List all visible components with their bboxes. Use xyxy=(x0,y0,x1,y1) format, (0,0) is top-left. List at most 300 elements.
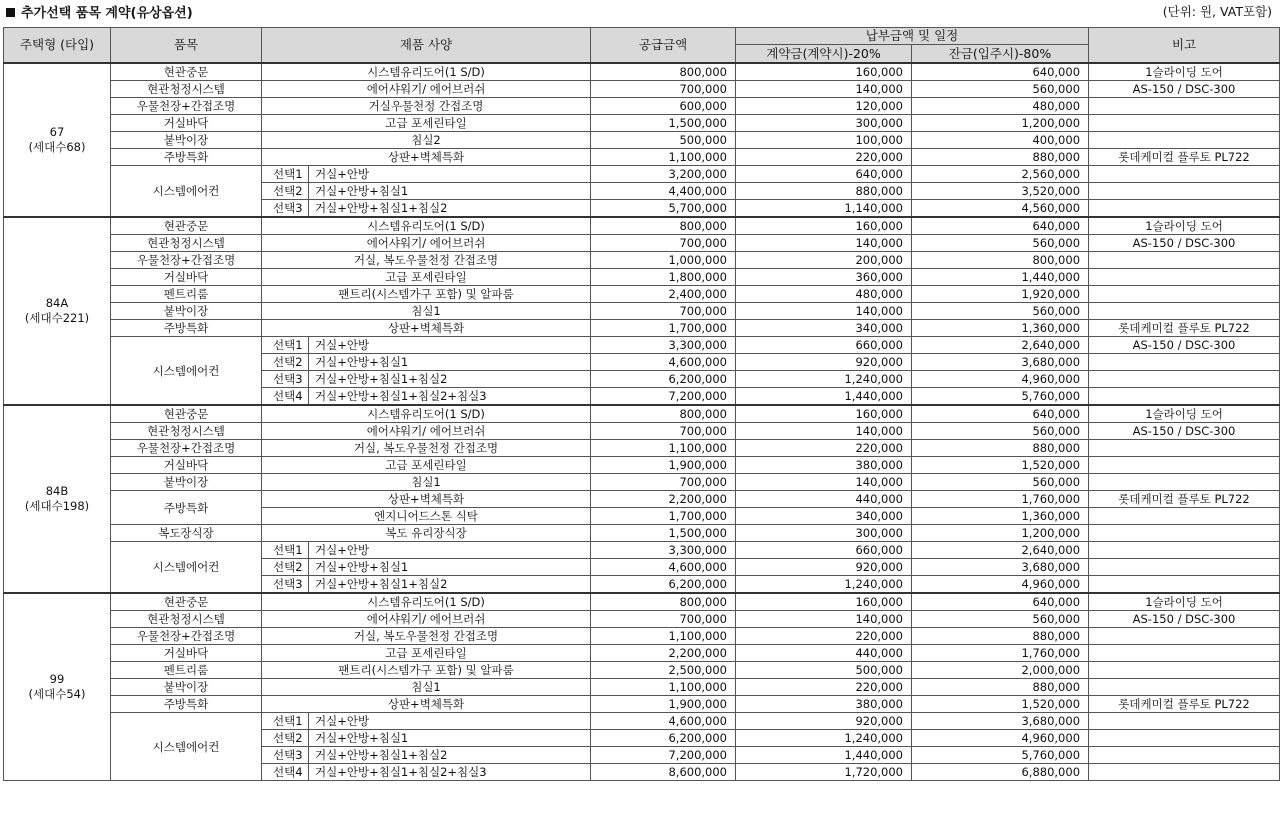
note-cell: 롯데케미컬 플루토 PL722 xyxy=(1089,696,1280,713)
contract-cell: 1,240,000 xyxy=(736,576,912,594)
balance-cell: 1,200,000 xyxy=(912,115,1089,132)
note-cell: AS-150 / DSC-300 xyxy=(1089,337,1280,354)
supply-cell: 4,400,000 xyxy=(591,183,736,200)
item-cell: 우물천장+간접조명 xyxy=(111,98,262,115)
contract-cell: 440,000 xyxy=(736,491,912,508)
item-cell: 현관중문 xyxy=(111,63,262,81)
spec-cell: 복도 유리장식장 xyxy=(262,525,591,542)
balance-cell: 800,000 xyxy=(912,252,1089,269)
table-row xyxy=(4,679,1280,696)
spec-cell: 거실+안방+침실1 xyxy=(309,354,591,371)
note-cell xyxy=(1089,679,1280,696)
balance-cell: 2,000,000 xyxy=(912,662,1089,679)
note-cell: 1슬라이딩 도어 xyxy=(1089,593,1280,611)
contract-cell: 100,000 xyxy=(736,132,912,149)
spec-cell: 거실, 복도우물천정 간접조명 xyxy=(262,252,591,269)
spec-cell: 거실+안방+침실1+침실2+침실3 xyxy=(309,764,591,781)
item-cell: 붙박이장 xyxy=(111,679,262,696)
note-cell xyxy=(1089,559,1280,576)
item-cell: 주방특화 xyxy=(111,149,262,166)
balance-cell: 5,760,000 xyxy=(912,747,1089,764)
spec-cell: 거실+안방+침실1+침실2+침실3 xyxy=(309,388,591,406)
note-cell xyxy=(1089,576,1280,594)
note-cell: 롯데케미컬 플루토 PL722 xyxy=(1089,491,1280,508)
item-cell: 우물천장+간접조명 xyxy=(111,440,262,457)
supply-cell: 1,700,000 xyxy=(591,508,736,525)
balance-cell: 1,360,000 xyxy=(912,320,1089,337)
contract-cell: 380,000 xyxy=(736,457,912,474)
supply-cell: 2,500,000 xyxy=(591,662,736,679)
table-row xyxy=(4,149,1280,166)
table-row xyxy=(4,217,1280,235)
item-cell: 펜트리룸 xyxy=(111,286,262,303)
note-cell xyxy=(1089,183,1280,200)
contract-cell: 640,000 xyxy=(736,166,912,183)
supply-cell: 1,700,000 xyxy=(591,320,736,337)
balance-cell: 2,560,000 xyxy=(912,166,1089,183)
note-cell xyxy=(1089,132,1280,149)
type-cell xyxy=(4,217,111,405)
table-row xyxy=(4,696,1280,713)
note-cell xyxy=(1089,200,1280,218)
table-row xyxy=(4,337,1280,354)
spec-cell: 거실+안방 xyxy=(309,713,591,730)
type-group-84b xyxy=(4,405,1280,593)
item-cell: 거실바닥 xyxy=(111,457,262,474)
supply-cell: 700,000 xyxy=(591,235,736,252)
header-payment: 납부금액 및 일정 xyxy=(736,28,1089,45)
spec-cell: 침실1 xyxy=(262,679,591,696)
item-cell: 시스템에어컨 xyxy=(111,166,262,218)
supply-cell: 6,200,000 xyxy=(591,576,736,594)
contract-cell: 660,000 xyxy=(736,542,912,559)
supply-cell: 1,900,000 xyxy=(591,457,736,474)
contract-cell: 360,000 xyxy=(736,269,912,286)
item-cell: 주방특화 xyxy=(111,696,262,713)
contract-cell: 500,000 xyxy=(736,662,912,679)
item-cell: 거실바닥 xyxy=(111,645,262,662)
table-row xyxy=(4,252,1280,269)
note-cell: 롯데케미컬 플루토 PL722 xyxy=(1089,320,1280,337)
table-row xyxy=(4,303,1280,320)
contract-cell: 140,000 xyxy=(736,474,912,491)
supply-cell: 3,300,000 xyxy=(591,337,736,354)
unit-note: (단위: 원, VAT포함) xyxy=(1162,4,1272,19)
spec-cell: 상판+벽체특화 xyxy=(262,320,591,337)
spec-cell: 거실+안방+침실1+침실2 xyxy=(309,576,591,594)
note-cell xyxy=(1089,645,1280,662)
contract-cell: 880,000 xyxy=(736,183,912,200)
option-price-table xyxy=(3,27,1280,781)
supply-cell: 4,600,000 xyxy=(591,713,736,730)
supply-cell: 700,000 xyxy=(591,611,736,628)
supply-cell: 1,900,000 xyxy=(591,696,736,713)
note-cell xyxy=(1089,730,1280,747)
supply-cell: 2,200,000 xyxy=(591,645,736,662)
option-label: 선택2 xyxy=(262,354,309,371)
supply-cell: 1,100,000 xyxy=(591,628,736,645)
table-row xyxy=(4,405,1280,423)
option-label: 선택3 xyxy=(262,371,309,388)
contract-cell: 160,000 xyxy=(736,217,912,235)
spec-cell: 거실, 복도우물천정 간접조명 xyxy=(262,628,591,645)
spec-cell: 거실, 복도우물천정 간접조명 xyxy=(262,440,591,457)
note-cell xyxy=(1089,542,1280,559)
item-cell: 우물천장+간접조명 xyxy=(111,252,262,269)
contract-cell: 1,440,000 xyxy=(736,747,912,764)
spec-cell: 고급 포세린타일 xyxy=(262,645,591,662)
table-row xyxy=(4,269,1280,286)
balance-cell: 640,000 xyxy=(912,405,1089,423)
contract-cell: 920,000 xyxy=(736,354,912,371)
balance-cell: 480,000 xyxy=(912,98,1089,115)
balance-cell: 560,000 xyxy=(912,303,1089,320)
contract-cell: 380,000 xyxy=(736,696,912,713)
table-row xyxy=(4,593,1280,611)
contract-cell: 160,000 xyxy=(736,63,912,81)
balance-cell: 640,000 xyxy=(912,217,1089,235)
supply-cell: 3,300,000 xyxy=(591,542,736,559)
supply-cell: 1,000,000 xyxy=(591,252,736,269)
type-group-84a xyxy=(4,217,1280,405)
supply-cell: 8,600,000 xyxy=(591,764,736,781)
item-cell: 펜트리룸 xyxy=(111,662,262,679)
item-cell: 붙박이장 xyxy=(111,132,262,149)
table-row xyxy=(4,81,1280,98)
item-cell: 시스템에어컨 xyxy=(111,713,262,781)
balance-cell: 5,760,000 xyxy=(912,388,1089,406)
item-cell: 현관중문 xyxy=(111,593,262,611)
supply-cell: 1,800,000 xyxy=(591,269,736,286)
table-row xyxy=(4,115,1280,132)
note-cell xyxy=(1089,371,1280,388)
balance-cell: 2,640,000 xyxy=(912,337,1089,354)
supply-cell: 5,700,000 xyxy=(591,200,736,218)
item-cell: 복도장식장 xyxy=(111,525,262,542)
header-note: 비고 xyxy=(1089,28,1280,64)
supply-cell: 4,600,000 xyxy=(591,354,736,371)
table-row xyxy=(4,98,1280,115)
spec-cell: 거실+안방 xyxy=(309,337,591,354)
spec-cell: 고급 포세린타일 xyxy=(262,115,591,132)
contract-cell: 160,000 xyxy=(736,405,912,423)
table-row xyxy=(4,474,1280,491)
spec-cell: 침실2 xyxy=(262,132,591,149)
spec-cell: 팬트리(시스템가구 포함) 및 알파룸 xyxy=(262,286,591,303)
table-row xyxy=(4,63,1280,81)
balance-cell: 4,960,000 xyxy=(912,730,1089,747)
supply-cell: 1,100,000 xyxy=(591,440,736,457)
contract-cell: 440,000 xyxy=(736,645,912,662)
table-row xyxy=(4,713,1280,730)
contract-cell: 140,000 xyxy=(736,303,912,320)
supply-cell: 1,500,000 xyxy=(591,115,736,132)
spec-cell: 고급 포세린타일 xyxy=(262,457,591,474)
note-cell xyxy=(1089,747,1280,764)
contract-cell: 300,000 xyxy=(736,115,912,132)
balance-cell: 880,000 xyxy=(912,628,1089,645)
balance-cell: 640,000 xyxy=(912,63,1089,81)
balance-cell: 880,000 xyxy=(912,679,1089,696)
balance-cell: 400,000 xyxy=(912,132,1089,149)
note-cell: AS-150 / DSC-300 xyxy=(1089,81,1280,98)
note-cell xyxy=(1089,440,1280,457)
item-cell: 현관중문 xyxy=(111,217,262,235)
contract-cell: 140,000 xyxy=(736,81,912,98)
contract-cell: 140,000 xyxy=(736,235,912,252)
balance-cell: 1,440,000 xyxy=(912,269,1089,286)
table-row xyxy=(4,423,1280,440)
spec-cell: 에어샤워기/ 에어브러쉬 xyxy=(262,81,591,98)
note-cell: AS-150 / DSC-300 xyxy=(1089,423,1280,440)
note-cell xyxy=(1089,252,1280,269)
contract-cell: 200,000 xyxy=(736,252,912,269)
spec-cell: 침실1 xyxy=(262,303,591,320)
contract-cell: 120,000 xyxy=(736,98,912,115)
table-header xyxy=(4,28,1280,64)
table-row xyxy=(4,611,1280,628)
note-cell xyxy=(1089,286,1280,303)
household-count: (세대수54) xyxy=(28,687,86,701)
supply-cell: 700,000 xyxy=(591,423,736,440)
item-cell: 시스템에어컨 xyxy=(111,337,262,406)
note-cell xyxy=(1089,98,1280,115)
supply-cell: 800,000 xyxy=(591,405,736,423)
square-bullet-icon xyxy=(6,8,15,17)
note-cell xyxy=(1089,628,1280,645)
supply-cell: 2,200,000 xyxy=(591,491,736,508)
item-cell: 현관청정시스템 xyxy=(111,235,262,252)
note-cell: AS-150 / DSC-300 xyxy=(1089,611,1280,628)
table-row xyxy=(4,628,1280,645)
contract-cell: 340,000 xyxy=(736,320,912,337)
type-name: 99 xyxy=(49,672,65,686)
contract-cell: 480,000 xyxy=(736,286,912,303)
option-label: 선택3 xyxy=(262,747,309,764)
table-row xyxy=(4,662,1280,679)
balance-cell: 560,000 xyxy=(912,474,1089,491)
spec-cell: 시스템유리도어(1 S/D) xyxy=(262,63,591,81)
balance-cell: 3,680,000 xyxy=(912,713,1089,730)
spec-cell: 에어샤워기/ 에어브러쉬 xyxy=(262,611,591,628)
contract-cell: 220,000 xyxy=(736,440,912,457)
header-spec: 제품 사양 xyxy=(262,28,591,64)
item-cell: 주방특화 xyxy=(111,320,262,337)
note-cell xyxy=(1089,269,1280,286)
note-cell xyxy=(1089,713,1280,730)
contract-cell: 1,240,000 xyxy=(736,730,912,747)
spec-cell: 고급 포세린타일 xyxy=(262,269,591,286)
balance-cell: 4,960,000 xyxy=(912,371,1089,388)
balance-cell: 1,760,000 xyxy=(912,645,1089,662)
item-cell: 우물천장+간접조명 xyxy=(111,628,262,645)
option-label: 선택3 xyxy=(262,200,309,218)
note-cell xyxy=(1089,662,1280,679)
type-name: 84B xyxy=(45,484,69,498)
contract-cell: 1,720,000 xyxy=(736,764,912,781)
supply-cell: 1,100,000 xyxy=(591,679,736,696)
supply-cell: 1,100,000 xyxy=(591,149,736,166)
balance-cell: 560,000 xyxy=(912,423,1089,440)
note-cell xyxy=(1089,115,1280,132)
balance-cell: 1,200,000 xyxy=(912,525,1089,542)
note-cell: 1슬라이딩 도어 xyxy=(1089,217,1280,235)
spec-cell: 거실+안방+침실1+침실2 xyxy=(309,371,591,388)
option-label: 선택3 xyxy=(262,576,309,594)
option-label: 선택1 xyxy=(262,166,309,183)
spec-cell: 거실+안방 xyxy=(309,166,591,183)
balance-cell: 1,760,000 xyxy=(912,491,1089,508)
option-label: 선택4 xyxy=(262,388,309,406)
header-item: 품목 xyxy=(111,28,262,64)
item-cell: 현관청정시스템 xyxy=(111,423,262,440)
note-cell xyxy=(1089,166,1280,183)
supply-cell: 800,000 xyxy=(591,593,736,611)
note-cell: AS-150 / DSC-300 xyxy=(1089,235,1280,252)
document-title xyxy=(6,2,193,21)
note-cell xyxy=(1089,764,1280,781)
spec-cell: 거실+안방+침실1+침실2 xyxy=(309,747,591,764)
item-cell: 시스템에어컨 xyxy=(111,542,262,594)
spec-cell: 거실우물천정 간접조명 xyxy=(262,98,591,115)
note-cell xyxy=(1089,354,1280,371)
balance-cell: 560,000 xyxy=(912,235,1089,252)
balance-cell: 880,000 xyxy=(912,440,1089,457)
spec-cell: 엔지니어드스톤 식탁 xyxy=(262,508,591,525)
item-cell: 붙박이장 xyxy=(111,474,262,491)
balance-cell: 4,960,000 xyxy=(912,576,1089,594)
type-cell xyxy=(4,405,111,593)
supply-cell: 700,000 xyxy=(591,303,736,320)
item-cell: 붙박이장 xyxy=(111,303,262,320)
household-count: (세대수198) xyxy=(24,499,90,513)
table-row xyxy=(4,542,1280,559)
spec-cell: 시스템유리도어(1 S/D) xyxy=(262,217,591,235)
balance-cell: 4,560,000 xyxy=(912,200,1089,218)
item-cell: 거실바닥 xyxy=(111,269,262,286)
option-label: 선택4 xyxy=(262,764,309,781)
spec-cell: 거실+안방 xyxy=(309,542,591,559)
header-supply: 공급금액 xyxy=(591,28,736,64)
supply-cell: 6,200,000 xyxy=(591,371,736,388)
balance-cell: 560,000 xyxy=(912,611,1089,628)
note-cell: 롯데케미컬 플루토 PL722 xyxy=(1089,149,1280,166)
balance-cell: 640,000 xyxy=(912,593,1089,611)
contract-cell: 220,000 xyxy=(736,679,912,696)
contract-cell: 1,140,000 xyxy=(736,200,912,218)
supply-cell: 4,600,000 xyxy=(591,559,736,576)
spec-cell: 시스템유리도어(1 S/D) xyxy=(262,593,591,611)
spec-cell: 팬트리(시스템가구 포함) 및 알파룸 xyxy=(262,662,591,679)
contract-cell: 660,000 xyxy=(736,337,912,354)
spec-cell: 시스템유리도어(1 S/D) xyxy=(262,405,591,423)
type-name: 67 xyxy=(49,125,65,139)
supply-cell: 1,500,000 xyxy=(591,525,736,542)
supply-cell: 600,000 xyxy=(591,98,736,115)
contract-cell: 220,000 xyxy=(736,628,912,645)
item-cell: 주방특화 xyxy=(111,491,262,525)
type-group-67 xyxy=(4,63,1280,217)
spec-cell: 거실+안방+침실1 xyxy=(309,183,591,200)
balance-cell: 3,680,000 xyxy=(912,559,1089,576)
header-contract: 계약금(계약시)-20% xyxy=(736,45,912,64)
spec-cell: 거실+안방+침실1+침실2 xyxy=(309,200,591,218)
spec-cell: 상판+벽체특화 xyxy=(262,491,591,508)
table-row xyxy=(4,491,1280,508)
table-row xyxy=(4,235,1280,252)
option-label: 선택2 xyxy=(262,730,309,747)
item-cell: 현관중문 xyxy=(111,405,262,423)
option-label: 선택1 xyxy=(262,713,309,730)
contract-cell: 1,440,000 xyxy=(736,388,912,406)
balance-cell: 6,880,000 xyxy=(912,764,1089,781)
household-count: (세대수221) xyxy=(24,311,90,325)
supply-cell: 2,400,000 xyxy=(591,286,736,303)
spec-cell: 에어샤워기/ 에어브러쉬 xyxy=(262,235,591,252)
supply-cell: 6,200,000 xyxy=(591,730,736,747)
table-row xyxy=(4,457,1280,474)
type-cell xyxy=(4,63,111,217)
type-group-99 xyxy=(4,593,1280,781)
spec-cell: 거실+안방+침실1 xyxy=(309,559,591,576)
table-row xyxy=(4,132,1280,149)
option-label: 선택2 xyxy=(262,183,309,200)
option-label: 선택1 xyxy=(262,542,309,559)
contract-cell: 920,000 xyxy=(736,713,912,730)
table-row xyxy=(4,320,1280,337)
type-cell xyxy=(4,593,111,781)
supply-cell: 500,000 xyxy=(591,132,736,149)
balance-cell: 3,680,000 xyxy=(912,354,1089,371)
balance-cell: 3,520,000 xyxy=(912,183,1089,200)
supply-cell: 7,200,000 xyxy=(591,747,736,764)
table-row xyxy=(4,645,1280,662)
option-label: 선택1 xyxy=(262,337,309,354)
contract-cell: 340,000 xyxy=(736,508,912,525)
balance-cell: 1,360,000 xyxy=(912,508,1089,525)
balance-cell: 560,000 xyxy=(912,81,1089,98)
option-label: 선택2 xyxy=(262,559,309,576)
note-cell xyxy=(1089,388,1280,406)
contract-cell: 300,000 xyxy=(736,525,912,542)
supply-cell: 7,200,000 xyxy=(591,388,736,406)
balance-cell: 1,920,000 xyxy=(912,286,1089,303)
note-cell xyxy=(1089,474,1280,491)
contract-cell: 1,240,000 xyxy=(736,371,912,388)
supply-cell: 800,000 xyxy=(591,217,736,235)
table-row xyxy=(4,166,1280,183)
balance-cell: 1,520,000 xyxy=(912,696,1089,713)
balance-cell: 2,640,000 xyxy=(912,542,1089,559)
supply-cell: 800,000 xyxy=(591,63,736,81)
page-header xyxy=(0,0,1282,24)
spec-cell: 에어샤워기/ 에어브러쉬 xyxy=(262,423,591,440)
contract-cell: 140,000 xyxy=(736,423,912,440)
spec-cell: 상판+벽체특화 xyxy=(262,696,591,713)
header-type: 주택형 (타입) xyxy=(4,28,111,64)
item-cell: 현관청정시스템 xyxy=(111,81,262,98)
spec-cell: 침실1 xyxy=(262,474,591,491)
type-name: 84A xyxy=(45,296,69,310)
household-count: (세대수68) xyxy=(28,140,86,154)
balance-cell: 1,520,000 xyxy=(912,457,1089,474)
spec-cell: 상판+벽체특화 xyxy=(262,149,591,166)
note-cell xyxy=(1089,303,1280,320)
item-cell: 현관청정시스템 xyxy=(111,611,262,628)
table-row xyxy=(4,525,1280,542)
note-cell: 1슬라이딩 도어 xyxy=(1089,405,1280,423)
supply-cell: 700,000 xyxy=(591,474,736,491)
